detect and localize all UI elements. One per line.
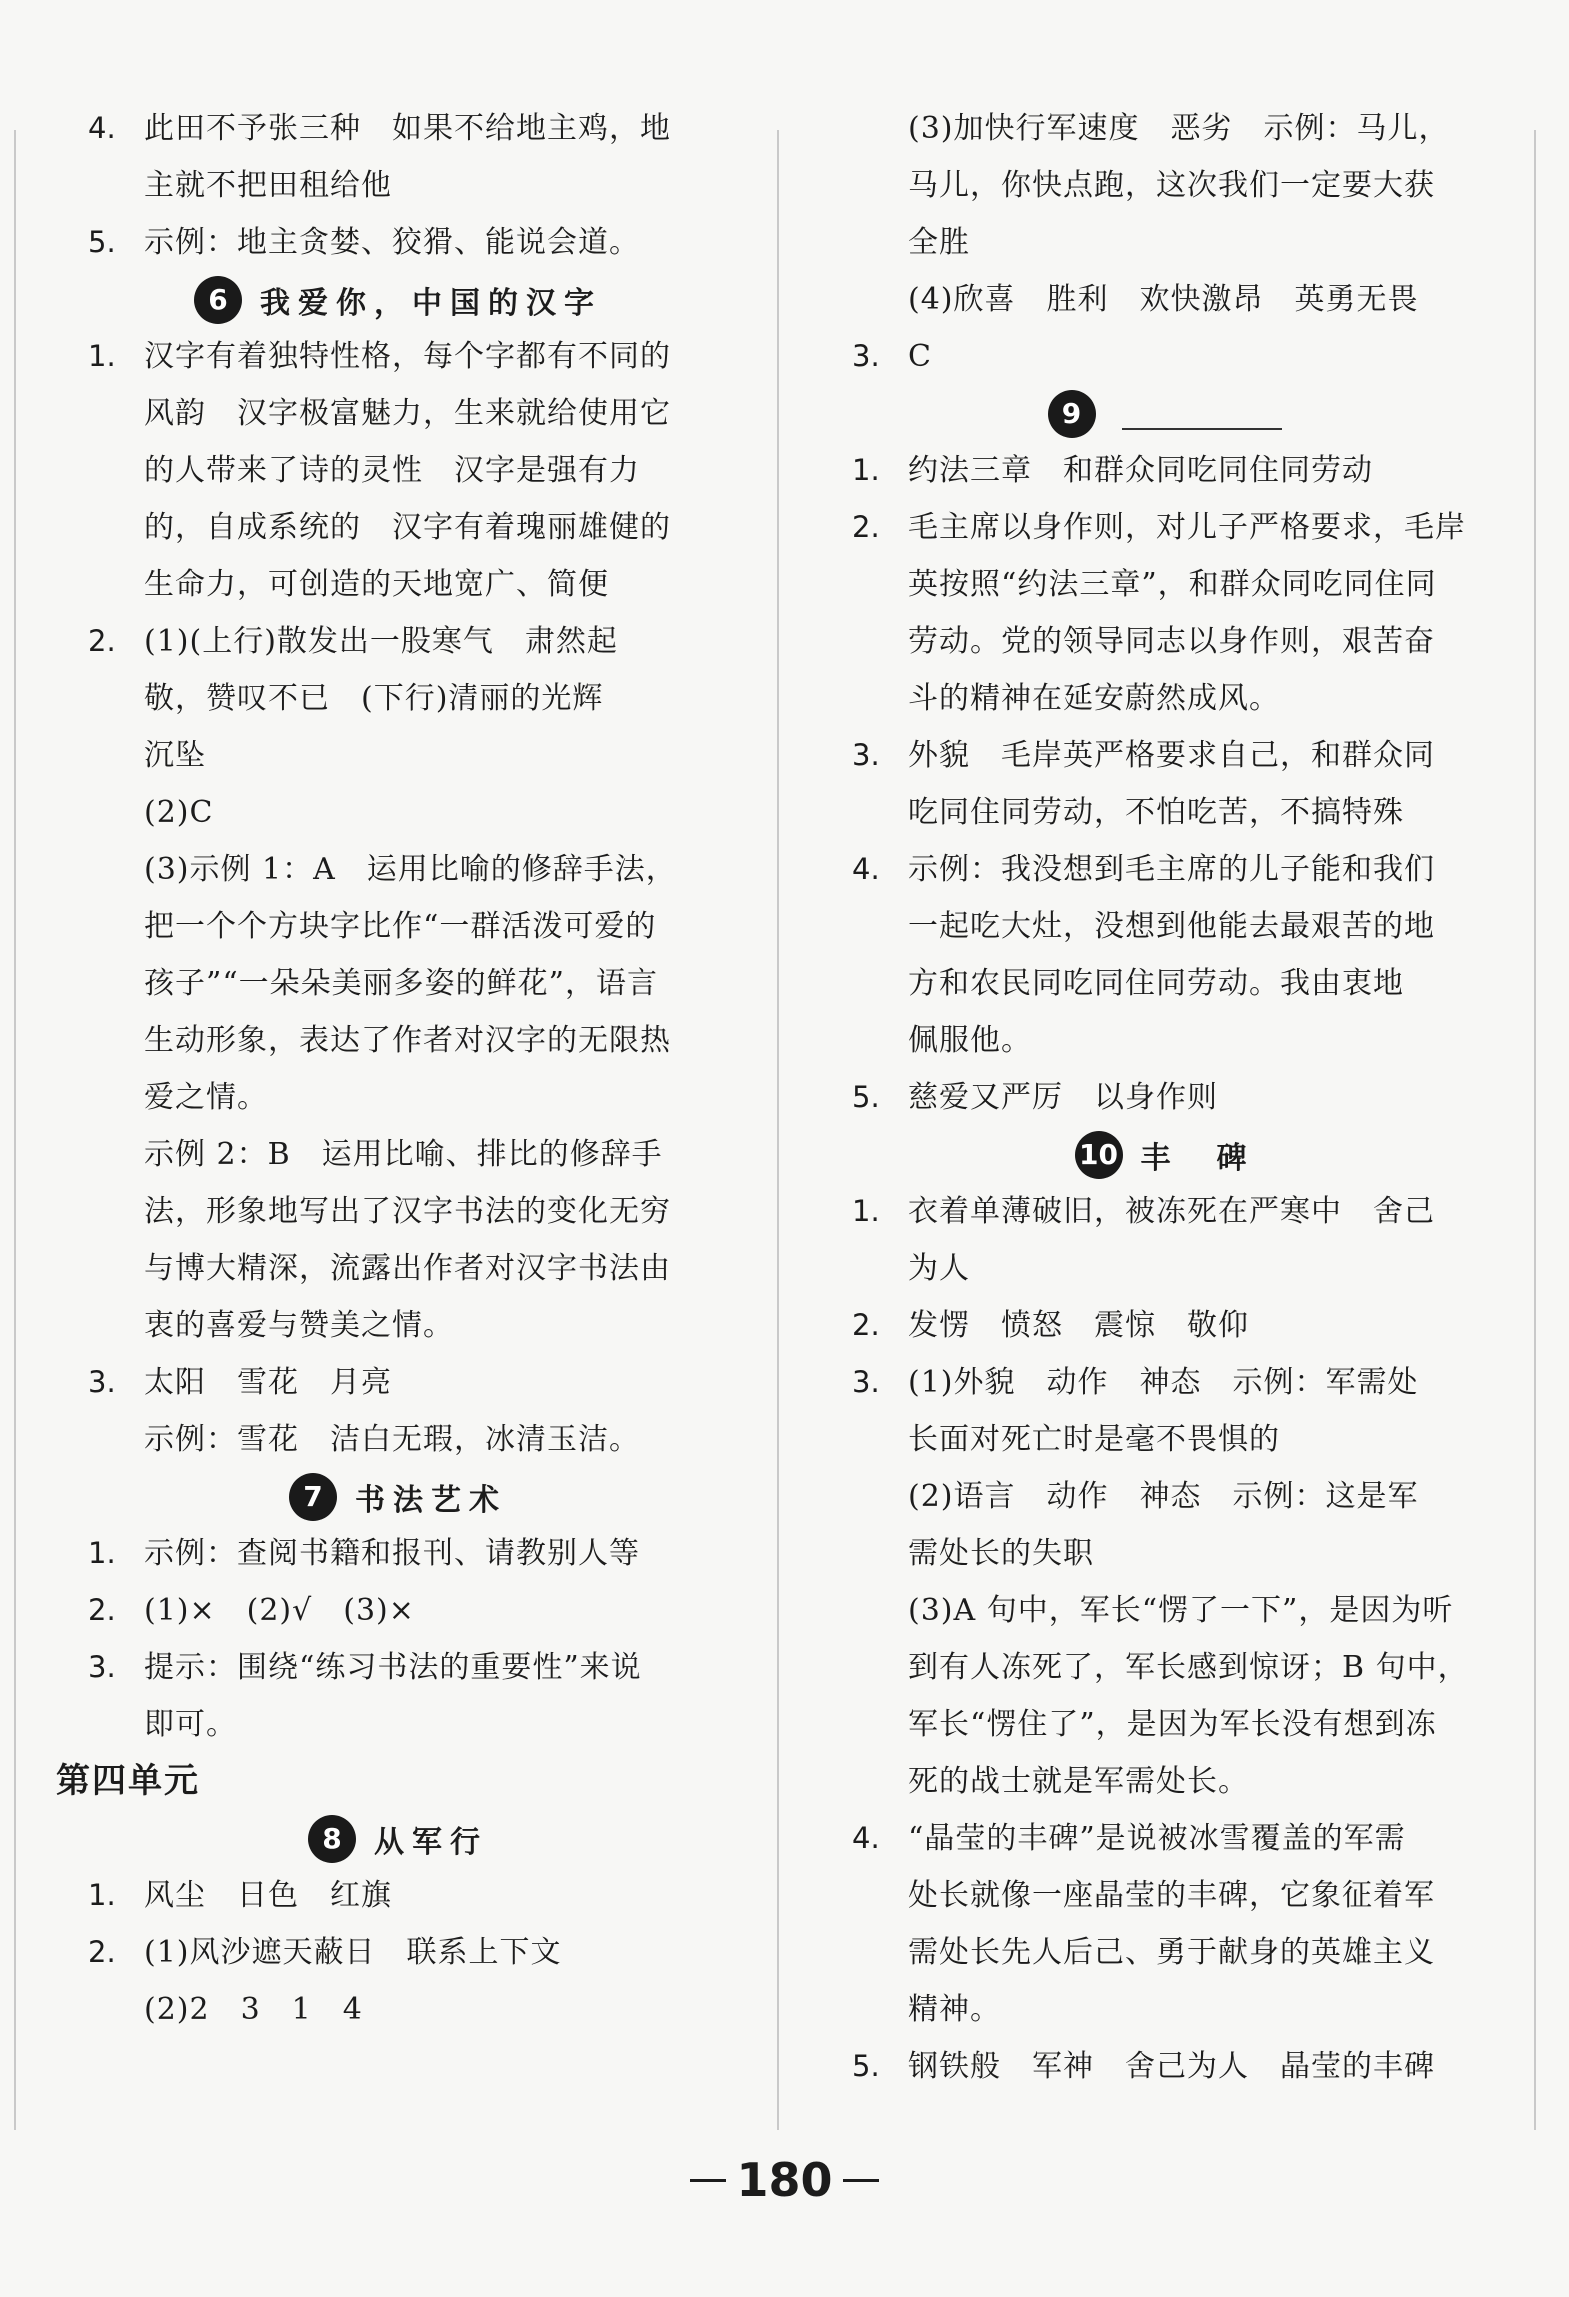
answer-line xyxy=(852,214,1477,271)
answer-text: 孩子”“一朵朵美丽多姿的鲜花”，语言 xyxy=(144,966,659,1001)
answer-line xyxy=(88,727,708,784)
answer-text: 衣着单薄破旧，被冻死在严寒中 舍己 xyxy=(908,1194,1435,1229)
answer-text: 示例 2：B 运用比喻、排比的修辞手 xyxy=(144,1137,663,1172)
question-number: 3. xyxy=(852,738,880,772)
answer-text: 劳动。党的领导同志以身作则，艰苦奋 xyxy=(908,624,1435,659)
answer-line xyxy=(88,841,708,898)
answer-line xyxy=(852,1924,1477,1981)
question-number: 2. xyxy=(852,510,880,544)
answer-line xyxy=(852,442,1477,499)
lesson-number-badge: 6 xyxy=(194,276,242,324)
answer-text: 太阳 雪花 月亮 xyxy=(144,1365,392,1400)
answer-text: 全胜 xyxy=(908,225,970,260)
answer-line xyxy=(852,613,1477,670)
answer-text: 外貌 毛岸英严格要求自己，和群众同 xyxy=(908,738,1435,773)
answer-line xyxy=(852,499,1477,556)
lesson-heading xyxy=(88,271,708,328)
question-number: 4. xyxy=(852,1821,880,1855)
answer-text: 斗的精神在延安蔚然成风。 xyxy=(908,681,1280,716)
answer-line xyxy=(88,214,708,271)
left-column xyxy=(56,100,708,2038)
answer-text: 需处长先人后己、勇于献身的英雄主义 xyxy=(908,1935,1435,1970)
answer-line xyxy=(852,1582,1477,1639)
answer-line xyxy=(88,1297,708,1354)
answer-text: 法，形象地写出了汉字书法的变化无穷 xyxy=(144,1194,671,1229)
answer-line xyxy=(88,1354,708,1411)
answer-line xyxy=(88,898,708,955)
answer-line xyxy=(88,784,708,841)
answer-line xyxy=(852,1012,1477,1069)
question-number: 1. xyxy=(88,1536,116,1570)
answer-line xyxy=(88,385,708,442)
answer-line xyxy=(852,1696,1477,1753)
question-number: 1. xyxy=(88,339,116,373)
answer-text: 衷的喜爱与赞美之情。 xyxy=(144,1308,454,1343)
lesson-heading xyxy=(88,1468,708,1525)
answer-text: 示例：地主贪婪、狡猾、能说会道。 xyxy=(144,225,640,260)
answer-text: 的人带来了诗的灵性 汉字是强有力 xyxy=(144,453,640,488)
answer-text: (1)风沙遮天蔽日 联系上下文 xyxy=(144,1935,562,1970)
answer-text: (3)A 句中，军长“愣了一下”，是因为听 xyxy=(908,1593,1454,1628)
answer-line xyxy=(852,1183,1477,1240)
lesson-number-badge: 8 xyxy=(308,1815,356,1863)
answer-text: (3)示例 1：A 运用比喻的修辞手法， xyxy=(144,852,677,887)
answer-text: 慈爱又严厉 以身作则 xyxy=(908,1080,1218,1115)
answer-line xyxy=(852,1867,1477,1924)
answer-text: 约法三章 和群众同吃同住同劳动 xyxy=(908,453,1373,488)
answer-line xyxy=(852,898,1477,955)
question-number: 3. xyxy=(852,1365,880,1399)
answer-line xyxy=(88,1582,708,1639)
answer-text: 需处长的失职 xyxy=(908,1536,1094,1571)
answer-line xyxy=(852,157,1477,214)
lesson-title: 我爱你，中国的汉字 xyxy=(260,285,602,321)
answer-text: 精神。 xyxy=(908,1992,1001,2027)
answer-text: 生命力，可创造的天地宽广、简便 xyxy=(144,567,609,602)
answer-text: 佩服他。 xyxy=(908,1023,1032,1058)
answer-line xyxy=(852,1525,1477,1582)
answer-line xyxy=(852,1240,1477,1297)
answer-text: 马儿，你快点跑，这次我们一定要大获 xyxy=(908,168,1435,203)
answer-line xyxy=(88,955,708,1012)
answer-line xyxy=(852,1981,1477,2038)
answer-text: 钢铁般 军神 舍己为人 晶莹的丰碑 xyxy=(908,2049,1435,2084)
question-number: 3. xyxy=(852,339,880,373)
footer-dash-right xyxy=(843,2179,879,2182)
answer-line xyxy=(88,1411,708,1468)
question-number: 1. xyxy=(88,1878,116,1912)
answer-line xyxy=(852,1069,1477,1126)
answer-text: 示例：查阅书籍和报刊、请教别人等 xyxy=(144,1536,640,1571)
question-number: 1. xyxy=(852,1194,880,1228)
answer-line xyxy=(88,1924,708,1981)
answer-line xyxy=(852,1354,1477,1411)
answer-text: 把一个个方块字比作“一群活泼可爱的 xyxy=(144,909,657,944)
answer-line xyxy=(852,727,1477,784)
footer-dash-left xyxy=(690,2179,726,2182)
answer-text: (2)C xyxy=(144,795,214,830)
answer-text: 示例：雪花 洁白无瑕，冰清玉洁。 xyxy=(144,1422,640,1457)
answer-text: 长面对死亡时是毫不畏惧的 xyxy=(908,1422,1280,1457)
answer-text: 此田不予张三种 如果不给地主鸡，地 xyxy=(144,111,671,146)
answer-line xyxy=(852,271,1477,328)
answer-text: 军长“愣住了”，是因为军长没有想到冻 xyxy=(908,1707,1437,1742)
answer-text: (3)加快行军速度 恶劣 示例：马儿， xyxy=(908,111,1450,146)
answer-line xyxy=(88,1867,708,1924)
answer-text: 与博大精深，流露出作者对汉字书法由 xyxy=(144,1251,671,1286)
answer-line xyxy=(88,1183,708,1240)
question-number: 3. xyxy=(88,1365,116,1399)
answer-text: 生动形象，表达了作者对汉字的无限热 xyxy=(144,1023,671,1058)
answer-line xyxy=(88,1525,708,1582)
answer-text: (1)(上行)散发出一股寒气 肃然起 xyxy=(144,624,618,659)
answer-text: 毛主席以身作则，对儿子严格要求，毛岸 xyxy=(908,510,1466,545)
answer-line xyxy=(88,157,708,214)
answer-text: (1)外貌 动作 神态 示例：军需处 xyxy=(908,1365,1419,1400)
column-divider xyxy=(777,130,779,2130)
answer-line xyxy=(852,2038,1477,2095)
question-number: 2. xyxy=(852,1308,880,1342)
answer-text: 敬，赞叹不已 (下行)清丽的光辉 xyxy=(144,681,604,716)
answer-text: 一起吃大灶，没想到他能去最艰苦的地 xyxy=(908,909,1435,944)
question-number: 5. xyxy=(852,2049,880,2083)
lesson-title: 从军行 xyxy=(374,1824,488,1860)
page-number: 180 xyxy=(736,2153,833,2207)
answer-text: (2)2 3 1 4 xyxy=(144,1992,363,2027)
answer-line xyxy=(852,784,1477,841)
answer-line xyxy=(852,670,1477,727)
answer-line xyxy=(88,100,708,157)
answer-text: 为人 xyxy=(908,1251,970,1286)
answer-text: 沉坠 xyxy=(144,738,206,773)
answer-line xyxy=(852,1411,1477,1468)
question-number: 2. xyxy=(88,1593,116,1627)
answer-line xyxy=(852,1468,1477,1525)
answer-line xyxy=(88,442,708,499)
question-number: 1. xyxy=(852,453,880,487)
answer-text: 的，自成系统的 汉字有着瑰丽雄健的 xyxy=(144,510,671,545)
answer-text: 汉字有着独特性格，每个字都有不同的 xyxy=(144,339,671,374)
question-number: 4. xyxy=(852,852,880,886)
answer-line xyxy=(88,1696,708,1753)
lesson-heading xyxy=(852,385,1477,442)
answer-line xyxy=(852,955,1477,1012)
answer-line xyxy=(88,1981,708,2038)
lesson-number-badge: 10 xyxy=(1075,1131,1123,1179)
answer-line xyxy=(88,1012,708,1069)
answer-line xyxy=(88,1240,708,1297)
answer-text: 示例：我没想到毛主席的儿子能和我们 xyxy=(908,852,1435,887)
lesson-title: 书法艺术 xyxy=(355,1482,507,1518)
answer-text: 风韵 汉字极富魅力，生来就给使用它 xyxy=(144,396,671,431)
answer-line xyxy=(852,328,1477,385)
answer-line xyxy=(852,100,1477,157)
unit-heading: 第四单元 xyxy=(56,1761,200,1801)
lesson-title: 丰 碑 xyxy=(1140,1140,1255,1176)
answer-text: 到有人冻死了，军长感到惊讶；B 句中， xyxy=(908,1650,1469,1685)
answer-text: (1)× (2)√ (3)× xyxy=(144,1593,415,1628)
question-number: 2. xyxy=(88,624,116,658)
lesson-number-badge: 7 xyxy=(289,1473,337,1521)
answer-text: 英按照“约法三章”，和群众同吃同住同 xyxy=(908,567,1437,602)
answer-text: 方和农民同吃同住同劳动。我由衷地 xyxy=(908,966,1404,1001)
right-column xyxy=(852,100,1477,2095)
answer-text: 风尘 日色 红旗 xyxy=(144,1878,392,1913)
lesson-heading xyxy=(88,1810,708,1867)
answer-line xyxy=(88,670,708,727)
answer-line xyxy=(88,556,708,613)
answer-line xyxy=(88,613,708,670)
lesson-number-badge: 9 xyxy=(1048,390,1096,438)
answer-text: 吃同住同劳动，不怕吃苦，不搞特殊 xyxy=(908,795,1404,830)
answer-line xyxy=(852,1639,1477,1696)
answer-text: C xyxy=(908,339,932,374)
question-number: 5. xyxy=(88,225,116,259)
answer-line xyxy=(852,1810,1477,1867)
answer-text: 提示：围绕“练习书法的重要性”来说 xyxy=(144,1650,642,1685)
question-number: 3. xyxy=(88,1650,116,1684)
answer-text: 爱之情。 xyxy=(144,1080,268,1115)
page-footer xyxy=(0,2140,1569,2220)
answer-line xyxy=(852,1753,1477,1810)
answer-line xyxy=(88,328,708,385)
answer-line xyxy=(88,499,708,556)
title-blank-line xyxy=(1122,398,1282,430)
left-margin-rule xyxy=(14,130,16,2130)
answer-text: “晶莹的丰碑”是说被冰雪覆盖的军需 xyxy=(908,1821,1406,1856)
answer-text: 发愣 愤怒 震惊 敬仰 xyxy=(908,1308,1249,1343)
answer-line xyxy=(852,1297,1477,1354)
answer-text: (2)语言 动作 神态 示例：这是军 xyxy=(908,1479,1419,1514)
question-number: 4. xyxy=(88,111,116,145)
answer-text: 主就不把田租给他 xyxy=(144,168,392,203)
answer-line xyxy=(852,841,1477,898)
lesson-heading xyxy=(852,1126,1477,1183)
question-number: 5. xyxy=(852,1080,880,1114)
answer-text: (4)欣喜 胜利 欢快激昂 英勇无畏 xyxy=(908,282,1419,317)
answer-line xyxy=(852,556,1477,613)
answer-line xyxy=(88,1126,708,1183)
right-margin-rule xyxy=(1534,130,1536,2130)
question-number: 2. xyxy=(88,1935,116,1969)
answer-text: 即可。 xyxy=(144,1707,237,1742)
answer-line xyxy=(88,1639,708,1696)
answer-line xyxy=(88,1069,708,1126)
answer-text: 处长就像一座晶莹的丰碑，它象征着军 xyxy=(908,1878,1435,1913)
answer-text: 死的战士就是军需处长。 xyxy=(908,1764,1249,1799)
